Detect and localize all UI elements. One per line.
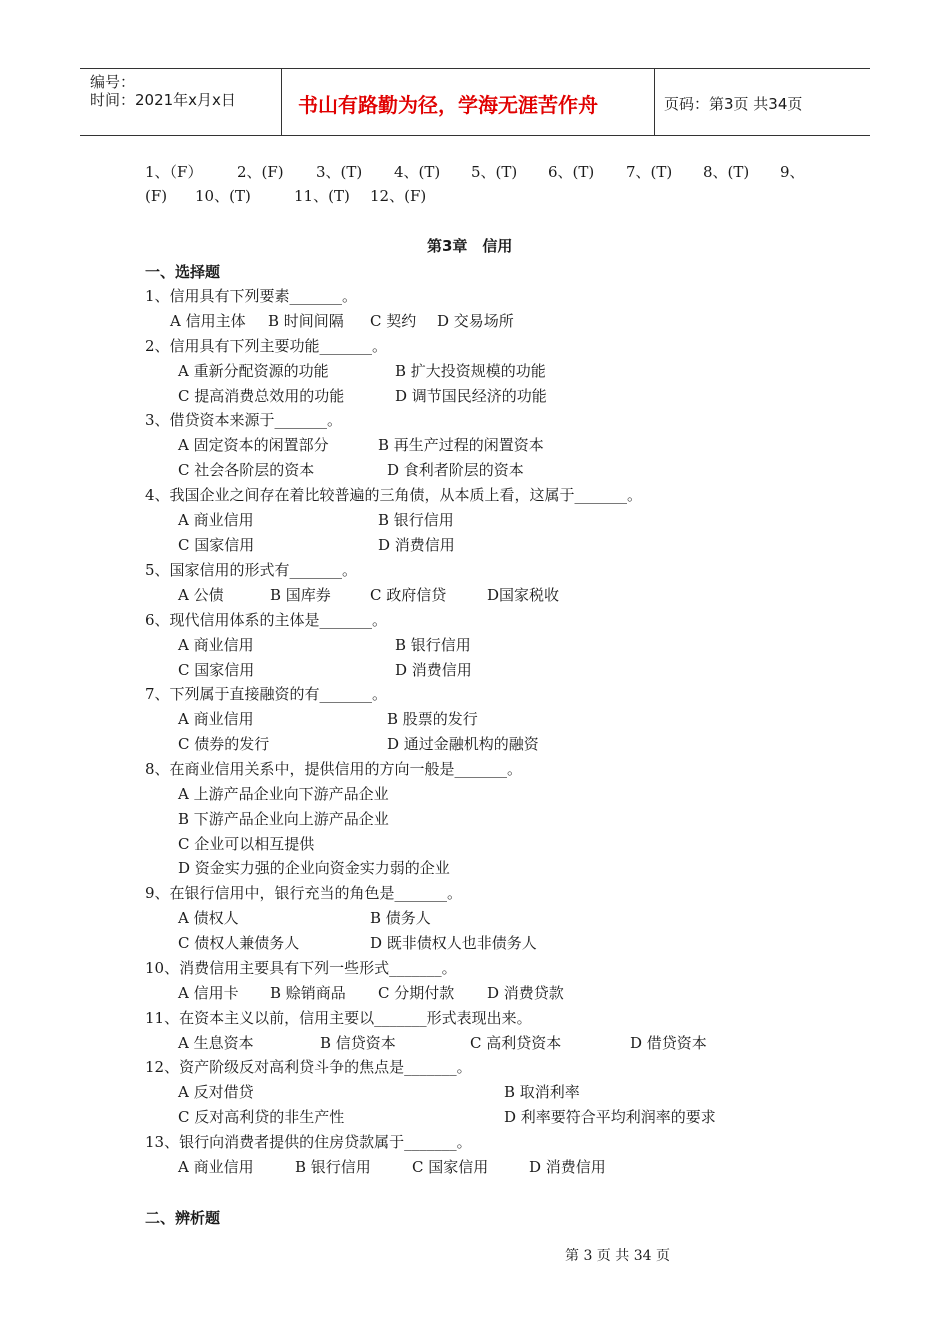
option-a: A 生息资本 (178, 1034, 254, 1052)
option-c: C 高利贷资本 (470, 1034, 562, 1052)
option-d: D 既非债权人也非债务人 (370, 934, 537, 952)
option-d: D 借贷资本 (630, 1034, 707, 1052)
option-c: C 政府信贷 (370, 586, 447, 604)
option-d: D 交易场所 (437, 312, 514, 330)
option-c: C 提高消费总效用的功能 (178, 387, 345, 405)
option-d: D 消费信用 (378, 536, 455, 554)
question-stem: 3、借贷资本来源于_______。 (145, 411, 343, 429)
answer-9-value: (F) (145, 187, 168, 205)
header-bottom-rule (80, 135, 870, 136)
option-a: A 信用卡 (178, 984, 239, 1002)
header-page-info: 页码：第3页 共34页 (664, 95, 803, 113)
option-d: D 调节国民经济的功能 (395, 387, 547, 405)
question-stem: 13、银行向消费者提供的住房贷款属于_______。 (145, 1133, 472, 1151)
option-c: C 企业可以相互提供 (178, 835, 315, 853)
option-c: C 债券的发行 (178, 735, 270, 753)
answer-6: 6、(T) (548, 163, 595, 181)
question-stem: 8、在商业信用关系中，提供信用的方向一般是_______。 (145, 760, 523, 778)
option-c: C 社会各阶层的资本 (178, 461, 315, 479)
header-time-label: 时间：2021年x月x日 (90, 91, 236, 109)
option-a: A 商业信用 (178, 710, 254, 728)
question-stem: 10、消费信用主要具有下列一些形式_______。 (145, 959, 457, 977)
option-b: B 信贷资本 (320, 1034, 396, 1052)
option-b: B 下游产品企业向上游产品企业 (178, 810, 389, 828)
option-d: D国家税收 (487, 586, 560, 604)
answer-3: 3、(T) (316, 163, 363, 181)
option-d: D 消费信用 (529, 1158, 606, 1176)
header-top-rule (80, 68, 870, 69)
answer-10: 10、(T) (195, 187, 251, 205)
option-b: B 国库券 (270, 586, 331, 604)
option-b: B 赊销商品 (270, 984, 346, 1002)
option-a: A 公债 (178, 586, 224, 604)
question-stem: 5、国家信用的形式有_______。 (145, 561, 358, 579)
option-d: D 资金实力强的企业向资金实力弱的企业 (178, 859, 450, 877)
answer-5: 5、(T) (471, 163, 518, 181)
option-a: A 商业信用 (178, 511, 254, 529)
header-divider-left (281, 68, 282, 136)
option-a: A 信用主体 (170, 312, 246, 330)
chapter-title: 第3章 信用 (427, 237, 513, 255)
answer-7: 7、(T) (626, 163, 673, 181)
option-c: C 分期付款 (378, 984, 455, 1002)
question-stem: 1、信用具有下列要素_______。 (145, 287, 358, 305)
header-number-label: 编号： (90, 73, 136, 91)
question-stem: 4、我国企业之间存在着比较普遍的三角债，从本质上看，这属于_______。 (145, 486, 643, 504)
question-stem: 12、资产阶级反对高利贷斗争的焦点是_______。 (145, 1058, 472, 1076)
option-b: B 银行信用 (395, 636, 471, 654)
answer-11: 11、(T) (294, 187, 350, 205)
option-c: C 国家信用 (178, 661, 255, 679)
option-c: C 国家信用 (178, 536, 255, 554)
option-d: D 利率要符合平均利润率的要求 (504, 1108, 716, 1126)
answer-12: 12、(F) (370, 187, 427, 205)
option-b: B 扩大投资规模的功能 (395, 362, 546, 380)
option-c: C 契约 (370, 312, 417, 330)
option-d: D 通过金融机构的融资 (387, 735, 539, 753)
option-d: D 食利者阶层的资本 (387, 461, 524, 479)
option-c: C 债权人兼债务人 (178, 934, 300, 952)
option-a: A 反对借贷 (178, 1083, 254, 1101)
option-a: A 上游产品企业向下游产品企业 (178, 785, 389, 803)
option-d: D 消费信用 (395, 661, 472, 679)
option-b: B 取消利率 (504, 1083, 580, 1101)
answer-9: 9、 (780, 163, 805, 181)
question-stem: 9、在银行信用中，银行充当的角色是_______。 (145, 884, 463, 902)
question-stem: 11、在资本主义以前，信用主要以_______形式表现出来。 (145, 1009, 532, 1027)
option-b: B 时间间隔 (268, 312, 344, 330)
page-footer: 第 3 页 共 34 页 (565, 1248, 670, 1264)
option-a: A 固定资本的闲置部分 (178, 436, 329, 454)
answer-4: 4、(T) (394, 163, 441, 181)
option-b: B 银行信用 (295, 1158, 371, 1176)
option-d: D 消费贷款 (487, 984, 564, 1002)
option-b: B 银行信用 (378, 511, 454, 529)
header-divider-right (654, 68, 655, 136)
option-b: B 债务人 (370, 909, 431, 927)
answer-8: 8、(T) (703, 163, 750, 181)
answer-1: 1、（F） (145, 163, 203, 181)
question-stem: 6、现代信用体系的主体是_______。 (145, 611, 388, 629)
option-c: C 国家信用 (412, 1158, 489, 1176)
question-stem: 7、下列属于直接融资的有_______。 (145, 685, 388, 703)
option-c: C 反对高利贷的非生产性 (178, 1108, 345, 1126)
header-motto: 书山有路勤为径，学海无涯苦作舟 (298, 93, 598, 117)
option-b: B 股票的发行 (387, 710, 478, 728)
section-title-analysis: 二、辨析题 (145, 1209, 221, 1227)
option-a: A 债权人 (178, 909, 239, 927)
answer-2: 2、(F) (237, 163, 284, 181)
option-b: B 再生产过程的闲置资本 (378, 436, 544, 454)
option-a: A 商业信用 (178, 1158, 254, 1176)
section-title-choice: 一、选择题 (145, 263, 221, 281)
option-a: A 商业信用 (178, 636, 254, 654)
question-stem: 2、信用具有下列主要功能_______。 (145, 337, 388, 355)
option-a: A 重新分配资源的功能 (178, 362, 329, 380)
